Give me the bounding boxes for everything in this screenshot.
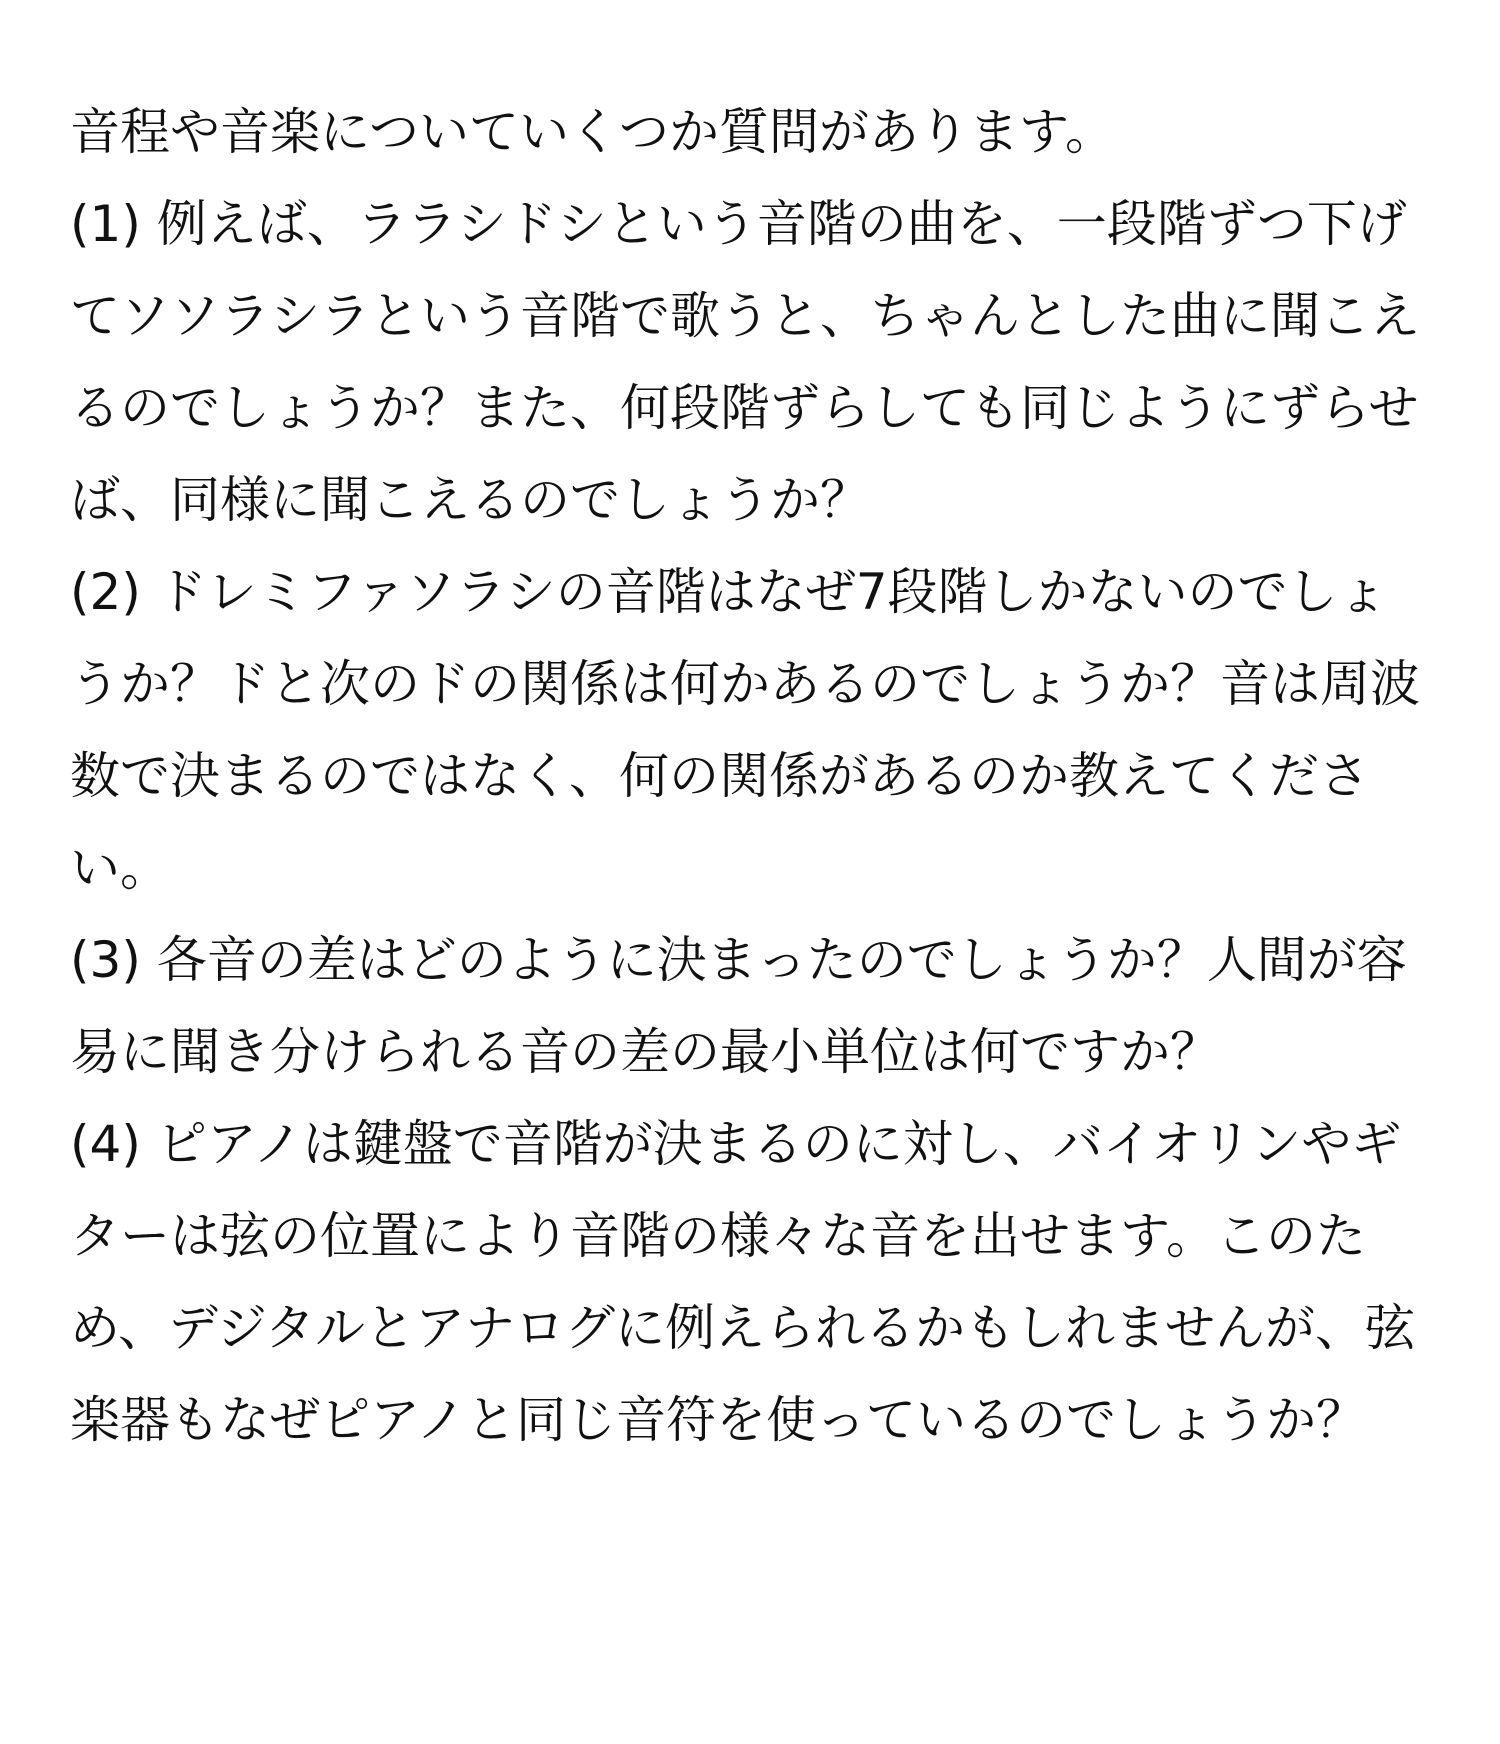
question-1: (1) 例えば、ララシドシという音階の曲を、一段階ずつ下げてソソラシラという音階で歌うと、ちゃんとした曲に聞こえるのでしょうか？また、何段階ずらしても同じようにずらせば、同様に聞こえるのでしょうか？ — [70, 195, 1420, 529]
intro-line: 音程や音楽についていくつか質問があります。 — [70, 103, 1115, 161]
question-text-block — [70, 86, 1430, 1466]
question-4: (4) ピアノは鍵盤で音階が決まるのに対し、バイオリンやギターは弦の位置により音階の様々な音を出せます。このため、デジタルとアナログに例えられるかもしれませんが、弦楽器もなぜピアノと同じ音符を使っているのでしょうか？ — [70, 1115, 1415, 1449]
question-2: (2) ドレミファソラシの音階はなぜ7段階しかないのでしょうか？ドと次のドの関係は何かあるのでしょうか？音は周波数で決まるのではなく、何の関係があるのか教えてください。 — [70, 563, 1420, 897]
question-3: (3) 各音の差はどのように決まったのでしょうか？人間が容易に聞き分けられる音の差の最小単位は何ですか？ — [70, 931, 1407, 1081]
